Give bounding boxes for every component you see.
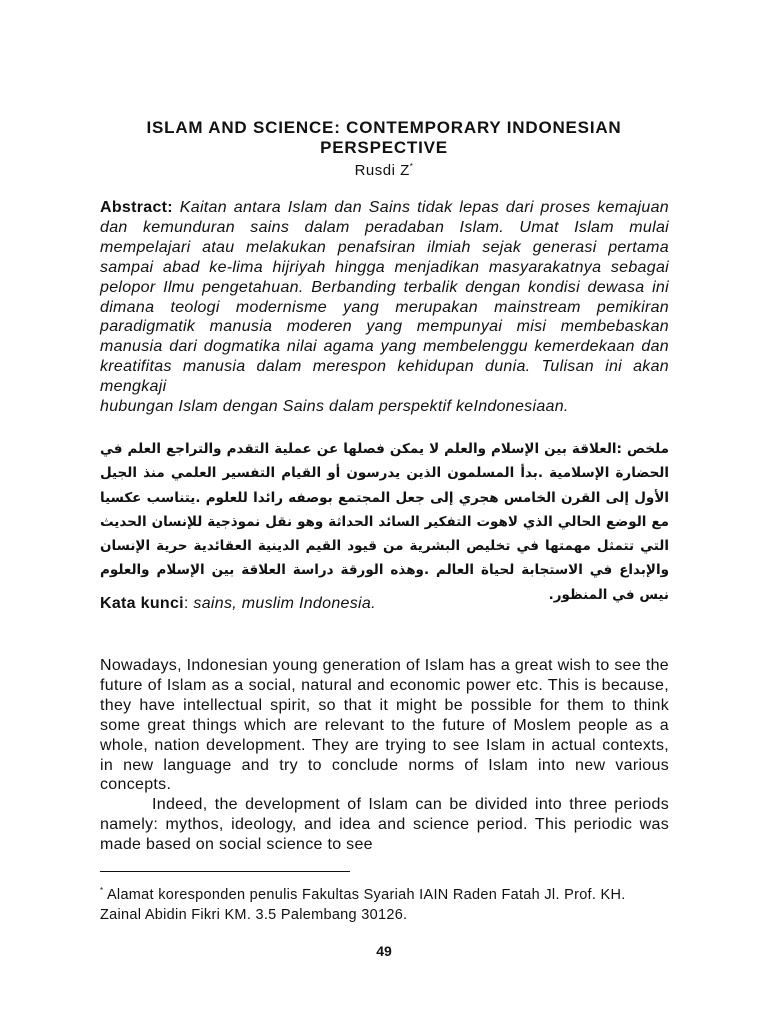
article-title: ISLAM AND SCIENCE: CONTEMPORARY INDONESIAN PERSPECTIVE: [146, 118, 622, 157]
abstract-label: Abstract:: [100, 199, 173, 216]
author-footnote-mark: *: [409, 162, 414, 171]
keywords-label: Kata kunci: [100, 595, 184, 612]
body-paragraph-1: Nowadays, Indonesian young generation of Islam has a great wish to see the future of Islam as a social, natural and economic power etc. This is because, they have intellectual spirit, so that it might be possible for them to think some great things which are relevant to the future of Moslem people as a whole, nation development. They are trying to see Islam in actual contexts, in new language and try to conclude norms of Islam into new various concepts.: [100, 657, 669, 794]
arabic-abstract: ملخص :العلاقة بين الإسلام والعلم لا يمكن فصلها عن عملية التقدم والتراجع العلم في الحضارة الإسلامية .بدأ المسلمون الذين يدرسون أو القيام التفسير العلمي منذ الجيل الأول إلى القرن الخامس هجري إلى جعل المجتمع بوصفه رائدا للعلوم .يتناسب عكسيا مع الوضع الحالي الذي لاهوت التفكير السائد الحداثة وهو نقل نموذجية للإنسان الحديث التي تتمثل مهمتها في تخليص البشرية من قيود القيم الدينية العقائدية حرية الإنسان والإبداع في الاستجابة لحياة العالم .وهذه الورقة دراسة العلاقة بين الإسلام والعلوم نيس في المنظور.: [100, 441, 669, 603]
abstract-text: Kaitan antara Islam dan Sains tidak lepas dari proses kemajuan dan kemunduran sains dalam peradaban Islam. Umat Islam mulai mempelajari atau melakukan penafsiran ilmiah sejak generasi pertama sampai abad ke-lima hijriyah hingga menjadikan masyarakatnya sebagai pelopor Ilmu pengetahuan. Berbanding terbalik dengan kondisi dewasa ini dimana teologi modernisme yang merupakan mainstream pemikiran paradigmatik manusia moderen yang mempunyai misi membebaskan manusia dari dogmatika nilai agama yang membelenggu kemerdekaan dan kreatifitas manusia dalam merespon kehidupan dunia. Tulisan ini akan mengkaji: [100, 199, 669, 396]
keywords-line: [100, 594, 669, 614]
footnote-text: Alamat koresponden penulis Fakultas Syariah IAIN Raden Fatah Jl. Prof. KH. Zainal Abidin Fikri KM. 3.5 Palembang 30126.: [100, 886, 626, 923]
footnote: [100, 881, 669, 925]
author-name: Rusdi Z: [354, 162, 410, 179]
keywords-separator: :: [183, 595, 194, 612]
abstract-last-line: hubungan Islam dengan Sains dalam perspektif keIndonesiaan.: [100, 398, 569, 416]
keywords-value: sains, muslim Indonesia.: [193, 595, 376, 612]
author-line: [100, 158, 668, 180]
footnote-divider: [100, 871, 350, 872]
abstract-block: [100, 198, 669, 417]
page-number: 49: [376, 943, 392, 959]
body-paragraph-2: Indeed, the development of Islam can be divided into three periods namely: mythos, ideology, and idea and science period. This periodic was made based on social science to see: [100, 796, 669, 853]
footnote-mark: *: [100, 886, 104, 895]
